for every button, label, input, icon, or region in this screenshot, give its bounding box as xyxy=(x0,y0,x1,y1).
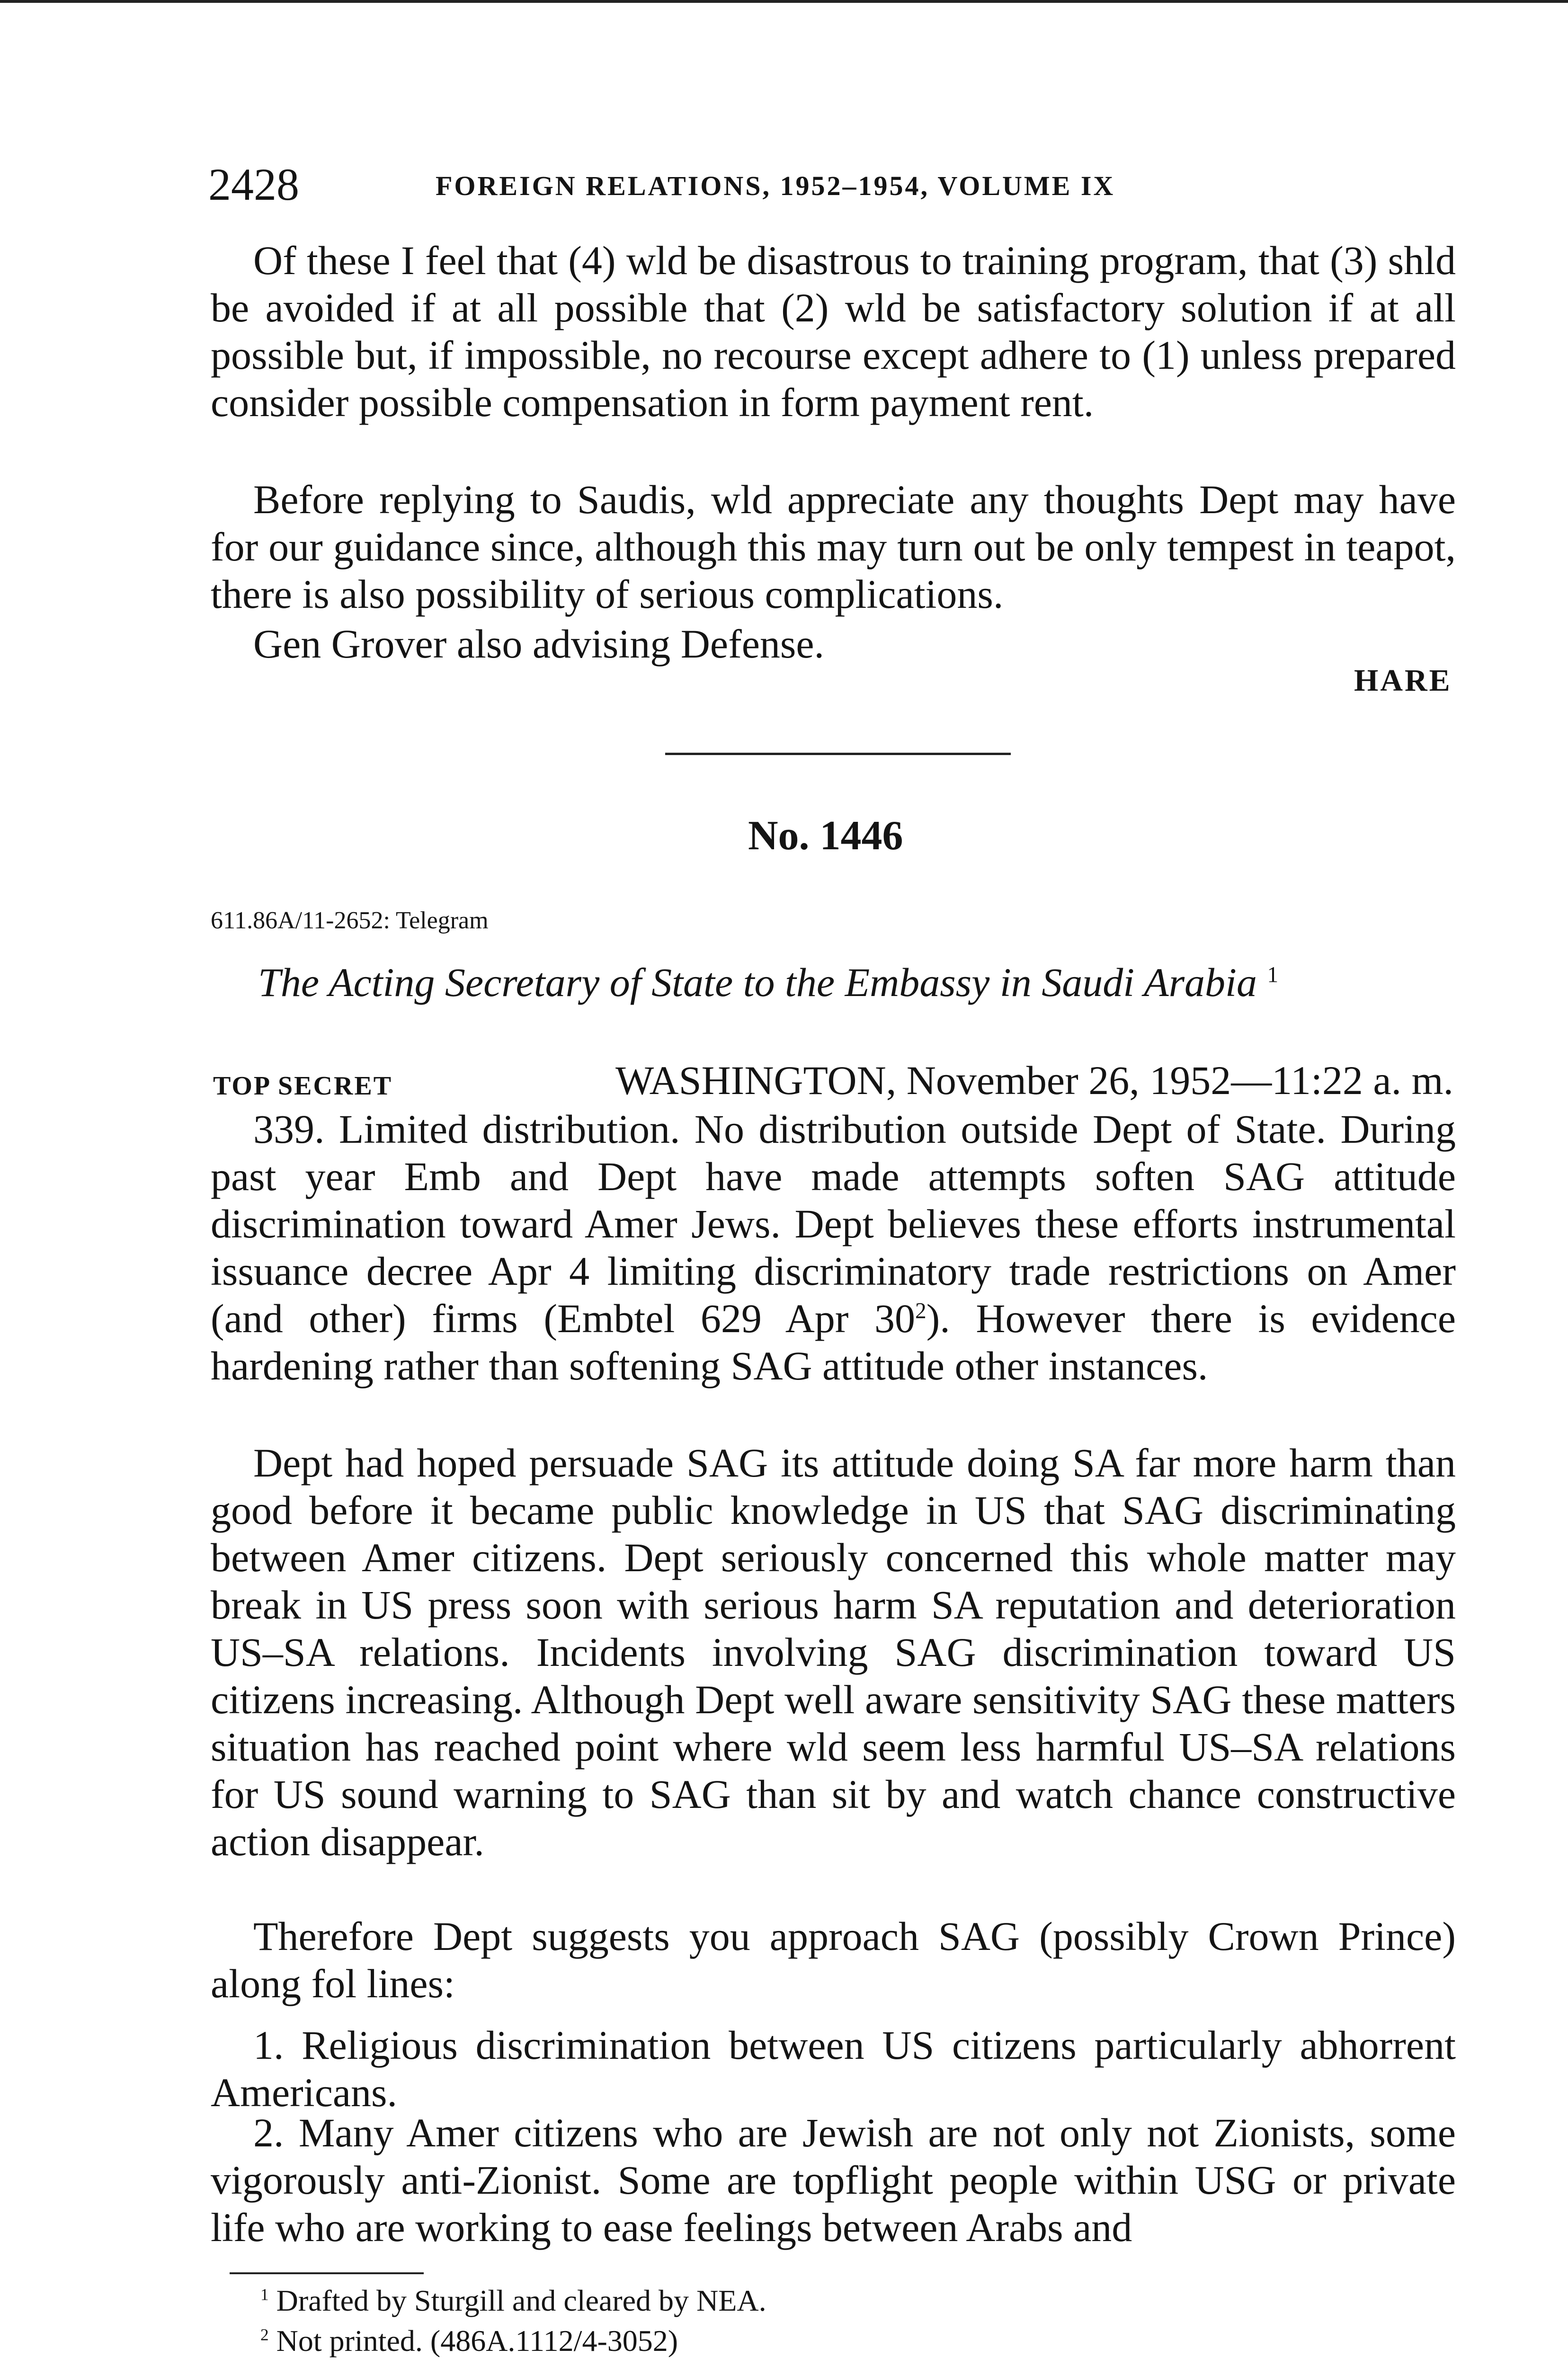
footnote-1-text: Drafted by Sturgill and cleared by NEA. xyxy=(276,2284,766,2317)
document-number: No. 1446 xyxy=(748,813,903,859)
list-item-1: 1. Religious discrimination between US citizens particularly abhorrent Americans. xyxy=(211,2022,1456,2115)
telegram-paragraph-1-tail: ). However there is evidence hardening rather than softening SAG attitude other instances. xyxy=(211,1296,1456,1388)
signature: HARE xyxy=(1354,663,1452,698)
file-number: 611.86A/11-2652: Telegram xyxy=(211,907,489,934)
footnote-2 xyxy=(260,2322,678,2360)
footnote-1-marker: 1 xyxy=(260,2285,269,2304)
previous-paragraph-1: Of these I feel that (4) wld be disastrous to training program, that (3) shld be avoided if at all possible that (2) wld be satisfactory solution if at all possible but, if impossible, no recourse except adhere to (1) unless prepared consider possible compensation in form payment rent. xyxy=(211,238,1456,425)
volume-title: FOREIGN RELATIONS, 1952–1954, VOLUME IX xyxy=(436,170,1115,201)
telegram-paragraph-2: Dept had hoped persuade SAG its attitude doing SA far more harm than good before it became public knowledge in US that SAG discriminating between Amer citizens. Dept seriously concerned this whole matter may break in US press soon with serious harm SA reputation and deterioration US–SA relations. Incidents involving SAG discrimination toward US citizens increasing. Although Dept well aware sensitivity SAG these matters situation has reached point where wld seem less harmful US–SA relations for US sound warning to SAG than sit by and watch chance constructive action disappear. xyxy=(211,1440,1456,1864)
document-heading xyxy=(258,959,1278,1006)
telegram-paragraph-1 xyxy=(211,1105,1456,1389)
previous-paragraph-2: Before replying to Saudis, wld appreciate any thoughts Dept may have for our guidance since, although this may turn out be only tempest in teapot, there is also possibility of serious complications. xyxy=(211,477,1456,617)
list-item-2: 2. Many Amer citizens who are Jewish are not only not Zionists, some vigorously anti-Zionist. Some are topflight people within USG or private life who are working to ease feelings between Arabs and xyxy=(211,2110,1456,2250)
document-heading-text: The Acting Secretary of State to the Embassy in Saudi Arabia xyxy=(258,960,1257,1005)
footnote-2-marker: 2 xyxy=(260,2325,269,2344)
footnote-divider xyxy=(230,2272,424,2274)
dateline: WASHINGTON, November 26, 1952—11:22 a. m. xyxy=(615,1058,1453,1103)
footnote-ref-2: 2 xyxy=(915,1299,927,1324)
footnote-2-text: Not printed. (486A.1112/4-3052) xyxy=(276,2324,678,2358)
running-head xyxy=(208,156,1458,213)
footnote-ref-1: 1 xyxy=(1267,962,1279,988)
telegram-paragraph-1-text: 339. Limited distribution. No distribution outside Dept of State. During past year Emb and Dept have made attempts soften SAG attitude discrimination toward Amer Jews. Dept believes these efforts instrumental issuance decree Apr 4 limiting discriminatory trade restrictions on Amer (and other) firms (Embtel 629 Apr 30 xyxy=(211,1106,1456,1341)
footnote-1 xyxy=(260,2282,766,2320)
page-edge-rule xyxy=(0,0,1568,3)
section-divider xyxy=(665,753,1011,755)
telegram-paragraph-3: Therefore Dept suggests you approach SAG (possibly Crown Prince) along fol lines: xyxy=(211,1913,1456,2006)
page-number: 2428 xyxy=(208,159,299,210)
classification-label: TOP SECRET xyxy=(213,1071,393,1101)
previous-paragraph-3: Gen Grover also advising Defense. xyxy=(253,621,825,667)
